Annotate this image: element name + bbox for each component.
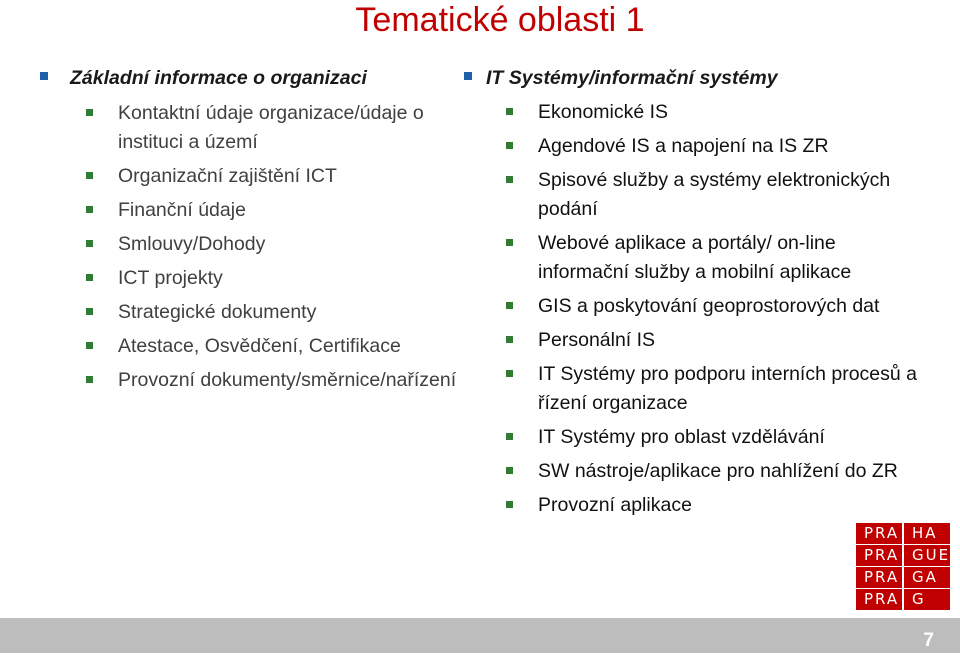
list-item-text: Provozní dokumenty/směrnice/nařízení	[118, 369, 457, 391]
list-item	[86, 366, 458, 395]
left-heading-text: Základní informace o organizaci	[70, 67, 367, 89]
square-bullet-icon	[506, 142, 513, 149]
list-item-text: Kontaktní údaje organizace/údaje o instituci a území	[118, 102, 424, 153]
list-item	[506, 491, 932, 520]
square-bullet-icon	[506, 336, 513, 343]
list-item	[506, 166, 932, 224]
square-bullet-icon	[86, 308, 93, 315]
square-bullet-icon	[464, 72, 472, 80]
list-item	[86, 332, 458, 361]
slide-title: Tematické oblasti 1	[355, 1, 645, 39]
list-item-text: Spisové služby a systémy elektronických podání	[538, 169, 891, 220]
list-item-text: Strategické dokumenty	[118, 301, 317, 323]
list-item-text: Agendové IS a napojení na IS ZR	[538, 135, 829, 157]
logo-cell: GA	[904, 567, 950, 588]
logo-row	[856, 523, 950, 544]
list-item	[506, 229, 932, 287]
logo-cell: PRA	[856, 545, 902, 566]
square-bullet-icon	[86, 342, 93, 349]
square-bullet-icon	[506, 467, 513, 474]
list-item	[506, 98, 932, 127]
list-item	[506, 326, 932, 355]
page-number: 7	[923, 630, 934, 651]
list-item	[506, 423, 932, 452]
list-item-text: GIS a poskytování geoprostorových dat	[538, 295, 880, 317]
logo-cell: PRA	[856, 567, 902, 588]
list-item-text: ICT projekty	[118, 267, 223, 289]
list-item-text: IT Systémy pro podporu interních procesů a řízení organizace	[538, 363, 918, 414]
square-bullet-icon	[506, 302, 513, 309]
list-item	[86, 99, 458, 157]
list-item	[86, 298, 458, 327]
list-item-text: Provozní aplikace	[538, 494, 692, 516]
square-bullet-icon	[86, 206, 93, 213]
square-bullet-icon	[86, 240, 93, 247]
right-heading	[462, 63, 932, 93]
left-column	[38, 63, 458, 400]
list-item-text: Finanční údaje	[118, 199, 246, 221]
list-item	[86, 264, 458, 293]
logo-row	[856, 545, 950, 566]
right-list	[462, 98, 932, 520]
square-bullet-icon	[86, 376, 93, 383]
square-bullet-icon	[506, 433, 513, 440]
footer-bar	[0, 618, 960, 653]
list-item	[506, 457, 932, 486]
square-bullet-icon	[86, 109, 93, 116]
list-item	[506, 292, 932, 321]
logo-cell: PRA	[856, 589, 902, 610]
logo-cell: G	[904, 589, 950, 610]
list-item-text: Smlouvy/Dohody	[118, 233, 266, 255]
square-bullet-icon	[506, 176, 513, 183]
list-item-text: Organizační zajištění ICT	[118, 165, 337, 187]
list-item-text: SW nástroje/aplikace pro nahlížení do ZR	[538, 460, 898, 482]
logo-row	[856, 589, 950, 610]
square-bullet-icon	[86, 172, 93, 179]
list-item	[506, 360, 932, 418]
list-item	[86, 196, 458, 225]
list-item	[86, 230, 458, 259]
list-item	[506, 132, 932, 161]
left-heading	[38, 63, 458, 93]
square-bullet-icon	[40, 72, 48, 80]
logo-cell: PRA	[856, 523, 902, 544]
left-list	[38, 99, 458, 395]
right-heading-text: IT Systémy/informační systémy	[486, 67, 778, 89]
list-item-text: Personální IS	[538, 329, 656, 351]
square-bullet-icon	[506, 370, 513, 377]
square-bullet-icon	[506, 108, 513, 115]
logo-cell: HA	[904, 523, 950, 544]
list-item-text: Webové aplikace a portály/ on-line informační služby a mobilní aplikace	[538, 232, 852, 283]
list-item-text: Atestace, Osvědčení, Certifikace	[118, 335, 401, 357]
list-item-text: Ekonomické IS	[538, 101, 669, 123]
right-column	[462, 63, 932, 525]
list-item	[86, 162, 458, 191]
square-bullet-icon	[86, 274, 93, 281]
logo-cell: GUE	[904, 545, 950, 566]
list-item-text: IT Systémy pro oblast vzdělávání	[538, 426, 825, 448]
square-bullet-icon	[506, 239, 513, 246]
logo-row	[856, 567, 950, 588]
square-bullet-icon	[506, 501, 513, 508]
praha-logo	[856, 523, 950, 611]
